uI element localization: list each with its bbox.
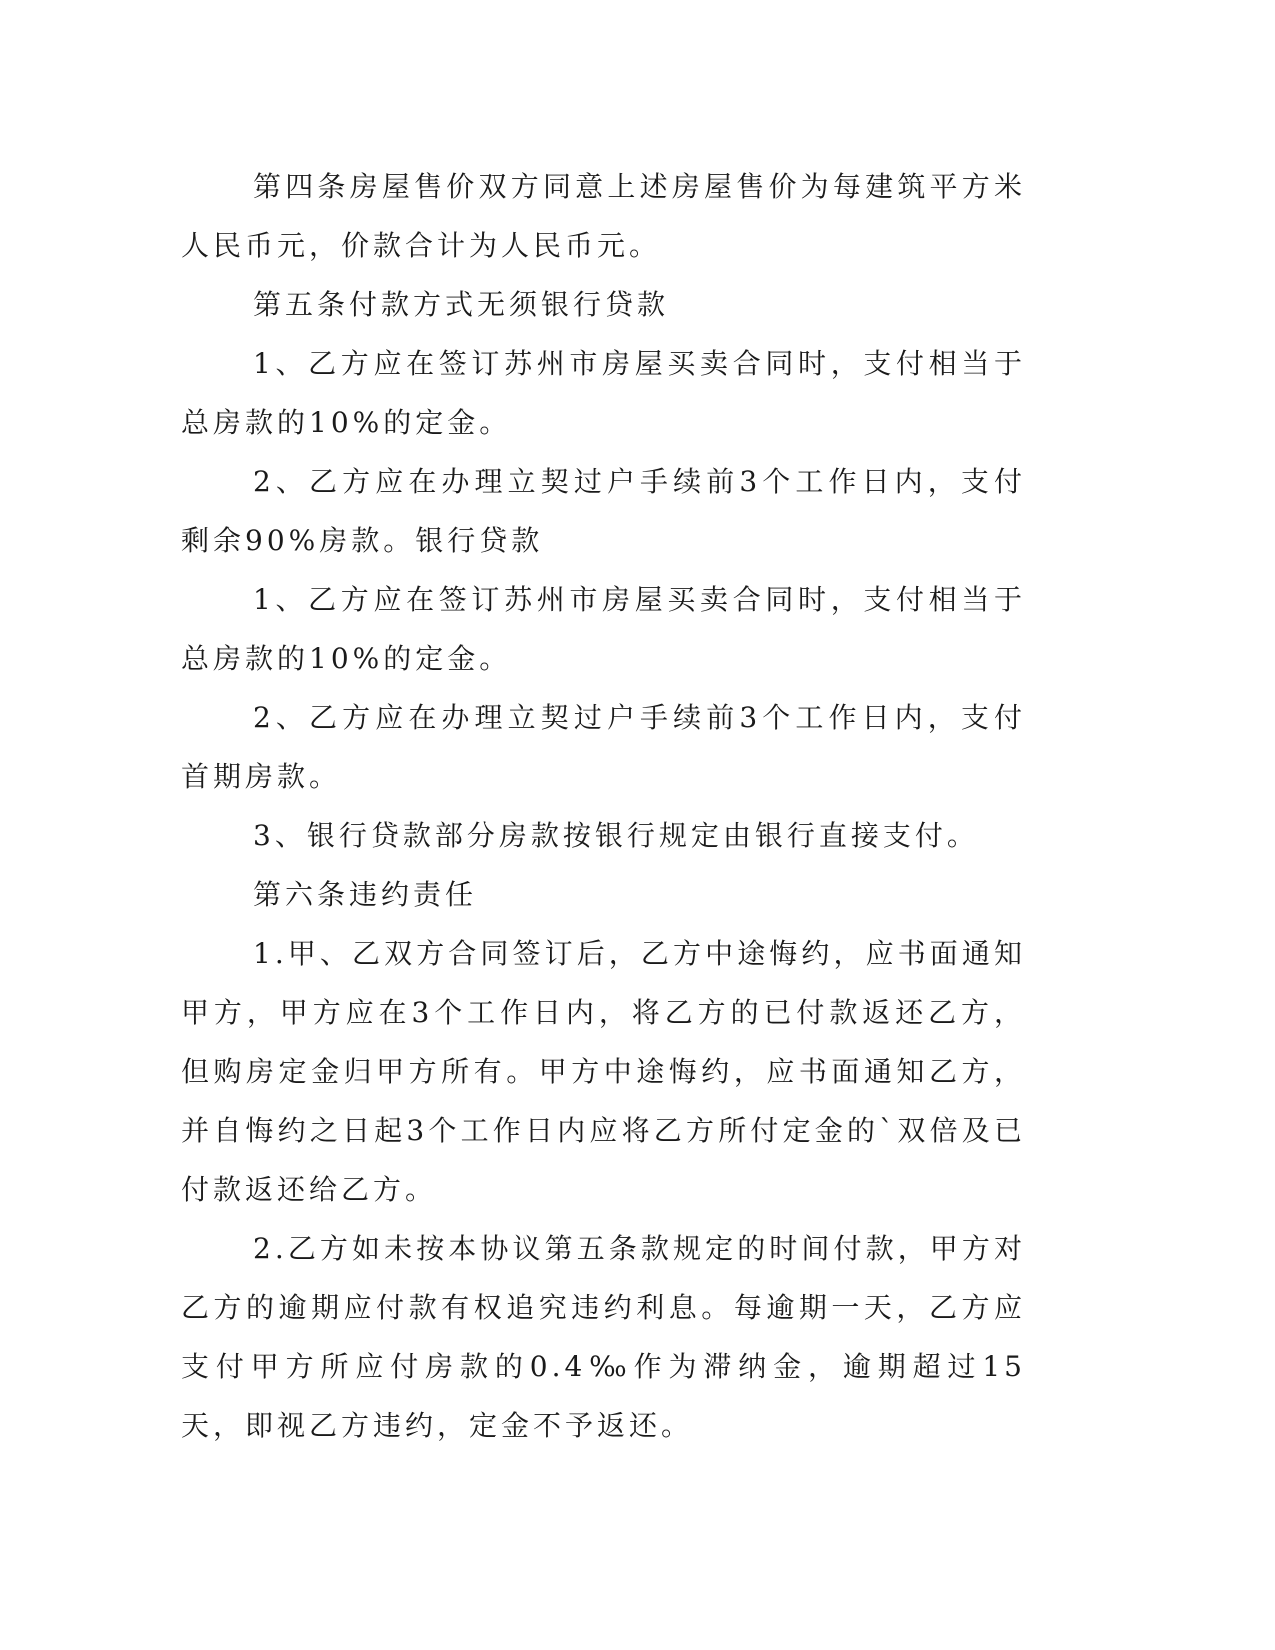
document-body bbox=[181, 157, 1026, 1455]
paragraph-breach-item-1: 1.甲、乙双方合同签订后，乙方中途悔约，应书面通知甲方，甲方应在3个工作日内，将乙方的已付款返还乙方，但购房定金归甲方所有。甲方中途悔约，应书面通知乙方，并自悔约之日起3个工作日内应将乙方所付定金的`双倍及已付款返还给乙方。 bbox=[181, 937, 1026, 1206]
paragraph-loan-item-1: 1、乙方应在签订苏州市房屋买卖合同时，支付相当于总房款的10%的定金。 bbox=[181, 583, 1026, 675]
paragraph-breach-item-2: 2.乙方如未按本协议第五条款规定的时间付款，甲方对乙方的逾期应付款有权追究违约利息。每逾期一天，乙方应支付甲方所应付房款的0.4‰作为滞纳金，逾期超过15天，即视乙方违约，定金不予返还。 bbox=[181, 1232, 1026, 1442]
paragraph-article-6-heading: 第六条违约责任 bbox=[253, 878, 478, 911]
paragraph-no-loan-item-1: 1、乙方应在签订苏州市房屋买卖合同时，支付相当于总房款的10%的定金。 bbox=[181, 347, 1026, 439]
paragraph-article-4-price: 第四条房屋售价双方同意上述房屋售价为每建筑平方米人民币元，价款合计为人民币元。 bbox=[181, 170, 1026, 262]
paragraph-article-5-heading: 第五条付款方式无须银行贷款 bbox=[253, 288, 670, 321]
paragraph-loan-item-3: 3、银行贷款部分房款按银行规定由银行直接支付。 bbox=[253, 819, 979, 852]
paragraph-loan-item-2: 2、乙方应在办理立契过户手续前3个工作日内，支付首期房款。 bbox=[181, 701, 1026, 793]
paragraph-no-loan-item-2: 2、乙方应在办理立契过户手续前3个工作日内，支付剩余90%房款。银行贷款 bbox=[181, 465, 1026, 557]
